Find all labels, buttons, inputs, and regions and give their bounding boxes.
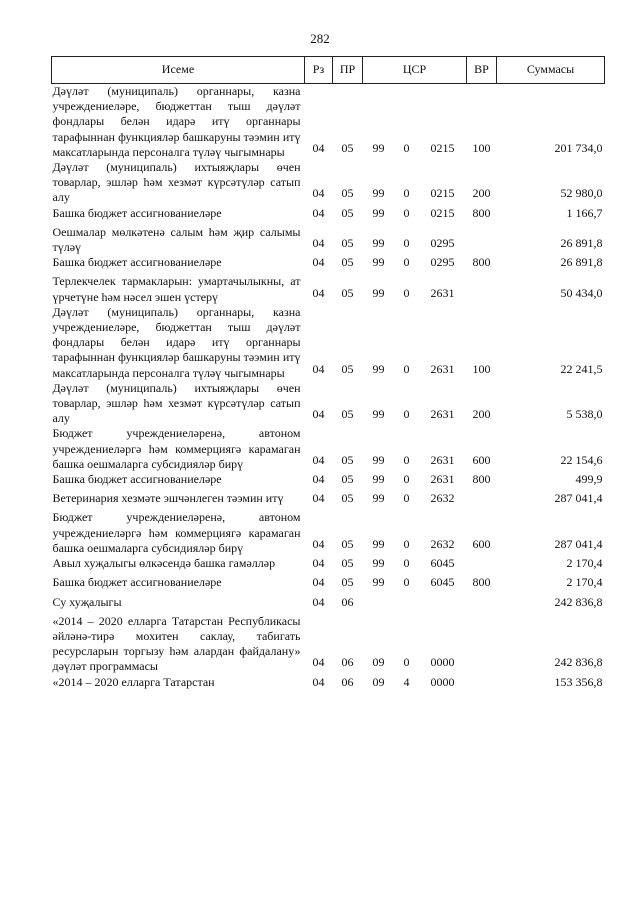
row-pr: 05: [341, 556, 354, 571]
row-name: Терлекчелек тармакларын: умартачылыкны, ат үрчетүне һәм нәсел эшен үстерү: [52, 274, 301, 304]
row-rz: 04: [312, 407, 325, 422]
row-csr-program: 99: [372, 361, 385, 376]
table-row: [52, 614, 605, 675]
row-csr-subprogram: 0: [403, 186, 410, 201]
row-csr-program: 99: [372, 407, 385, 422]
table-row: [52, 305, 605, 381]
row-csr-subprogram: 0: [403, 361, 410, 376]
row-rz: 04: [312, 452, 325, 467]
header-rz: Рз: [305, 57, 333, 84]
row-vr: 800: [472, 575, 491, 590]
row-pr: 05: [341, 140, 354, 155]
row-csr-program: 99: [372, 472, 385, 487]
row-sum: 26 891,8: [560, 236, 603, 251]
row-csr-subprogram: [395, 595, 419, 614]
row-name: Бюджет учреждениеләренә, автоном учреждениеләргә һәм коммерциягә карамаган башка оешмаларга субсидияләр бирү: [52, 510, 301, 555]
row-csr-direction: 0000: [430, 674, 455, 689]
row-csr-program: 99: [372, 236, 385, 251]
row-vr: 800: [472, 205, 491, 220]
row-rz: 04: [312, 361, 325, 376]
table-row: [52, 491, 605, 510]
row-sum: 50 434,0: [560, 285, 603, 300]
row-sum: 5 538,0: [566, 407, 603, 422]
table-row: [52, 274, 605, 304]
row-csr-program: 99: [372, 255, 385, 270]
row-vr: [467, 675, 497, 694]
row-sum: 201 734,0: [554, 140, 603, 155]
row-pr: 05: [341, 361, 354, 376]
row-rz: 04: [312, 285, 325, 300]
row-csr-subprogram: 0: [403, 255, 410, 270]
page-number: 282: [310, 31, 330, 46]
table-row: [52, 595, 605, 614]
table-row: [52, 381, 605, 427]
row-rz: 04: [312, 674, 325, 689]
row-csr-subprogram: 0: [403, 140, 410, 155]
row-sum: 1 166,7: [566, 205, 603, 220]
table-body: [52, 84, 605, 694]
row-pr: 05: [341, 536, 354, 551]
row-vr: [467, 595, 497, 614]
row-pr: 05: [341, 255, 354, 270]
header-name: Исеме: [52, 57, 305, 84]
row-name: Оешмалар мөлкәтенә салым һәм җир салымы түләү: [52, 224, 301, 255]
row-rz: 04: [312, 536, 325, 551]
row-csr-direction: 2631: [430, 407, 455, 422]
row-vr: [467, 614, 497, 675]
row-vr: 800: [472, 472, 491, 487]
row-name: Дәүләт (муниципаль) ихтыяҗлары өчен товарлар, эшләр һәм хезмәт күрсәтүләр сатып алу: [52, 160, 301, 205]
row-csr-direction: 6045: [430, 556, 455, 571]
table-row: [52, 84, 605, 161]
row-pr: 05: [341, 285, 354, 300]
row-sum: 153 356,8: [554, 674, 603, 689]
row-rz: 04: [312, 655, 325, 670]
row-rz: 04: [312, 140, 325, 155]
row-csr-subprogram: 0: [403, 655, 410, 670]
row-csr-subprogram: 0: [403, 556, 410, 571]
row-csr-program: 99: [372, 491, 385, 506]
row-csr-subprogram: 0: [403, 491, 410, 506]
row-csr-direction: 2632: [430, 491, 455, 506]
table-row: [52, 225, 605, 255]
row-sum: 287 041,4: [554, 536, 603, 551]
table-row: [52, 255, 605, 274]
row-rz: 04: [312, 556, 325, 571]
row-sum: 287 041,4: [554, 491, 603, 506]
row-csr-direction: 0215: [430, 140, 455, 155]
row-csr-program: 09: [372, 655, 385, 670]
row-name: Дәүләт (муниципаль) ихтыяҗлары өчен товарлар, эшләр һәм хезмәт күрсәтүләр сатып алу: [52, 380, 301, 426]
budget-table: [51, 56, 605, 694]
row-csr-subprogram: 0: [403, 575, 410, 590]
row-pr: 06: [341, 594, 354, 609]
row-vr: 200: [472, 186, 491, 201]
table-row: [52, 426, 605, 472]
row-csr-direction: 2632: [430, 536, 455, 551]
row-rz: 04: [312, 594, 325, 609]
row-rz: 04: [312, 255, 325, 270]
row-vr: 200: [472, 407, 491, 422]
row-name: Башка бюджет ассигнованиеләре: [52, 205, 222, 220]
row-name: Авыл хуҗалыгы өлкәсендә башка гамәлләр: [52, 556, 276, 571]
row-vr: 100: [472, 140, 491, 155]
row-sum: 2 170,4: [566, 575, 603, 590]
row-csr-subprogram: 0: [403, 472, 410, 487]
header-csr: ЦСР: [363, 57, 467, 84]
row-vr: [467, 491, 497, 510]
header-pr: ПР: [333, 57, 363, 84]
row-csr-direction: 2631: [430, 361, 455, 376]
row-pr: 05: [341, 205, 354, 220]
row-name: Башка бюджет ассигнованиеләре: [52, 255, 222, 270]
row-csr-subprogram: 0: [403, 407, 410, 422]
table-row: [52, 206, 605, 225]
row-sum: 2 170,4: [566, 556, 603, 571]
row-pr: 06: [341, 655, 354, 670]
table-row: [52, 510, 605, 556]
row-pr: 06: [341, 674, 354, 689]
row-pr: 05: [341, 407, 354, 422]
row-vr: 600: [472, 452, 491, 467]
row-vr: 800: [472, 255, 491, 270]
row-csr-program: 99: [372, 575, 385, 590]
row-csr-direction: 2631: [430, 285, 455, 300]
row-csr-direction: 2631: [430, 452, 455, 467]
row-csr-subprogram: 0: [403, 205, 410, 220]
row-sum: 22 241,5: [560, 361, 603, 376]
row-csr-program: 99: [372, 452, 385, 467]
row-vr: [467, 556, 497, 575]
row-sum: 52 980,0: [560, 186, 603, 201]
table-row: [52, 472, 605, 491]
header-vr: ВР: [467, 57, 497, 84]
row-csr-direction: 2631: [430, 472, 455, 487]
table-row: [52, 675, 605, 694]
row-csr-program: 99: [372, 186, 385, 201]
row-csr-direction: 0000: [430, 655, 455, 670]
table-row: [52, 575, 605, 594]
row-rz: 04: [312, 205, 325, 220]
row-csr-program: [363, 595, 395, 614]
row-sum: 22 154,6: [560, 452, 603, 467]
row-name: Дәүләт (муниципаль) органнары, казна учреждениеләре, бюджеттан тыш дәүләт фондлары белән идарә итү органнары тарафыннан функцияләр башкаруны тәэмин итү максатларында персоналга түләү чыгымнары: [52, 84, 301, 159]
row-sum: 242 836,8: [554, 655, 603, 670]
row-csr-subprogram: 0: [403, 236, 410, 251]
row-csr-program: 09: [372, 674, 385, 689]
row-csr-program: 99: [372, 556, 385, 571]
row-rz: 04: [312, 472, 325, 487]
row-rz: 04: [312, 491, 325, 506]
row-rz: 04: [312, 186, 325, 201]
table-row: [52, 556, 605, 575]
row-sum: 242 836,8: [554, 594, 603, 609]
row-vr: 600: [472, 536, 491, 551]
row-pr: 05: [341, 452, 354, 467]
row-rz: 04: [312, 575, 325, 590]
row-csr-direction: 0295: [430, 236, 455, 251]
row-csr-subprogram: 0: [403, 536, 410, 551]
row-csr-subprogram: 0: [403, 285, 410, 300]
row-vr: [467, 274, 497, 304]
row-name: Башка бюджет ассигнованиеләре: [52, 472, 222, 487]
table-row: [52, 160, 605, 206]
row-pr: 05: [341, 236, 354, 251]
row-name: Су хуҗалыгы: [52, 594, 122, 609]
row-csr-direction: 0215: [430, 186, 455, 201]
row-sum: 499,9: [575, 472, 603, 487]
row-csr-direction: 0295: [430, 255, 455, 270]
row-vr: 100: [472, 361, 491, 376]
row-name: Башка бюджет ассигнованиеләре: [52, 575, 222, 590]
row-name: Дәүләт (муниципаль) органнары, казна учреждениеләре, бюджеттан тыш дәүләт фондлары белән идарә итү органнары тарафыннан функцияләр башкаруны тәэмин итү максатларында персоналга түләү чыгымнары: [52, 304, 301, 380]
row-csr-direction: 6045: [430, 575, 455, 590]
row-csr-direction: 0215: [430, 205, 455, 220]
row-name: «2014 – 2020 елларга Татарстан: [52, 674, 215, 689]
row-rz: 04: [312, 236, 325, 251]
row-csr-program: 99: [372, 285, 385, 300]
row-pr: 05: [341, 472, 354, 487]
row-name: «2014 – 2020 елларга Татарстан Республикасы әйләнә-тирә мохитен саклау, табигать ресурсларын торгызу һәм алардан файдалану» дәүләт программасы: [52, 613, 301, 674]
row-name: Бюджет учреждениеләренә, автоном учреждениеләргә һәм коммерциягә карамаган башка оешмаларга субсидияләр бирү: [52, 426, 301, 471]
row-pr: 05: [341, 575, 354, 590]
header-sum: Суммасы: [497, 57, 605, 84]
row-csr-program: 99: [372, 205, 385, 220]
table-header: [52, 57, 605, 84]
row-csr-program: 99: [372, 536, 385, 551]
row-name: Ветеринария хезмәте эшчәнлеген тәэмин итү: [52, 491, 284, 506]
row-vr: [467, 225, 497, 255]
row-sum: 26 891,8: [560, 255, 603, 270]
row-pr: 05: [341, 491, 354, 506]
row-csr-direction: [419, 595, 467, 614]
row-csr-subprogram: 4: [403, 674, 410, 689]
row-csr-subprogram: 0: [403, 452, 410, 467]
row-csr-program: 99: [372, 140, 385, 155]
row-pr: 05: [341, 186, 354, 201]
